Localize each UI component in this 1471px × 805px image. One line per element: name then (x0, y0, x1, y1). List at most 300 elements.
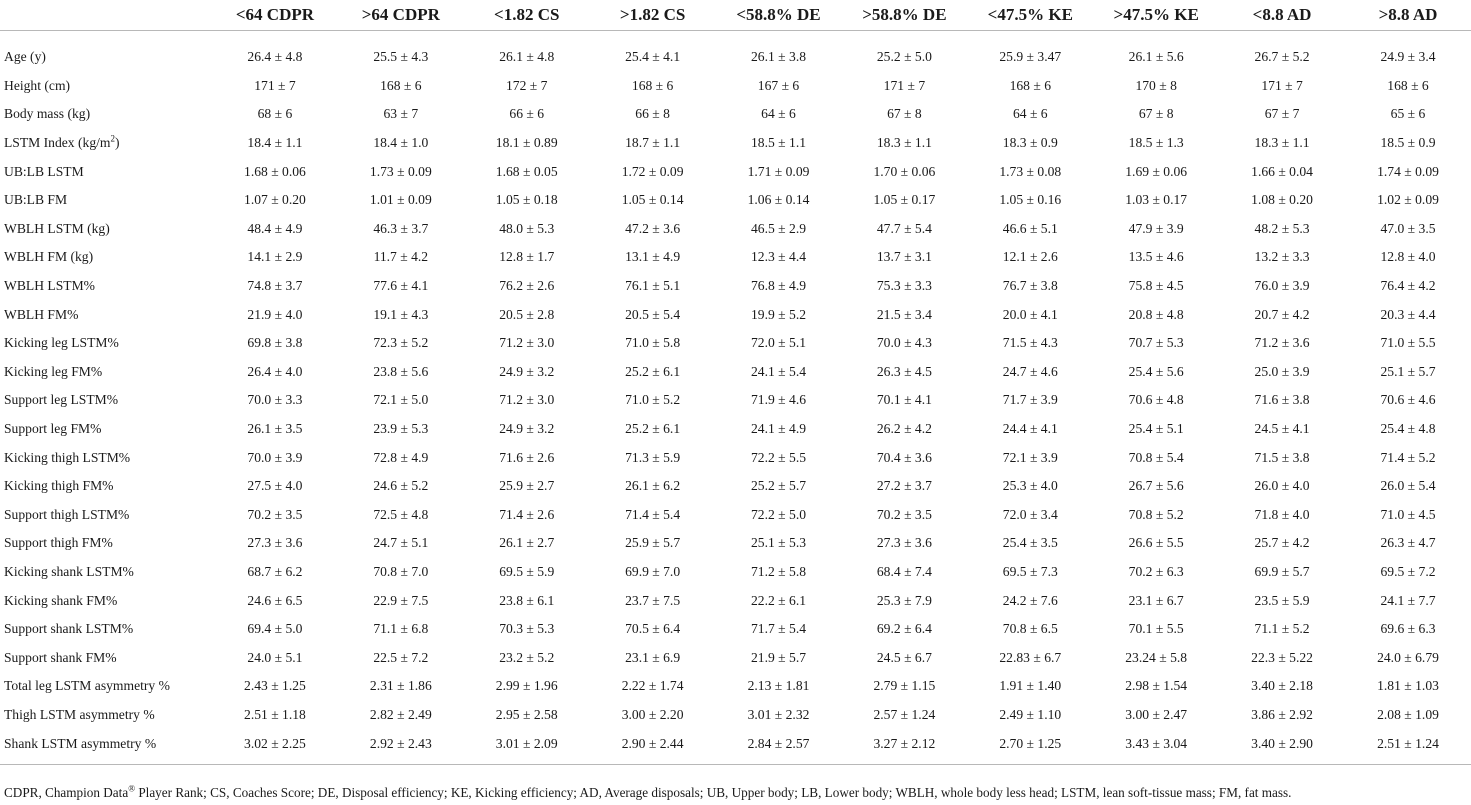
row-label-text: Support thigh FM% (4, 535, 113, 551)
table-cell: 12.1 ± 2.6 (1002, 249, 1058, 265)
row-label (0, 272, 212, 301)
table-cell: 1.06 ± 0.14 (747, 192, 810, 208)
row-label-text: Thigh LSTM asymmetry % (4, 706, 155, 722)
table-cell: 71.1 ± 5.2 (1254, 621, 1310, 637)
table-cell: 23.1 ± 6.9 (625, 649, 681, 665)
table-cell: 18.5 ± 1.3 (1128, 135, 1184, 151)
table-row (0, 643, 1471, 672)
table-cell: 71.1 ± 6.8 (373, 621, 429, 637)
table-cell: 23.9 ± 5.3 (373, 421, 429, 437)
table-cell: 67 ± 8 (887, 106, 922, 122)
table-cell: 170 ± 8 (1135, 77, 1177, 93)
table-cell: 1.70 ± 0.06 (873, 163, 936, 179)
table-cell: 69.5 ± 7.3 (1002, 563, 1058, 579)
table-cell: 25.7 ± 4.2 (1254, 535, 1310, 551)
table-cell: 168 ± 6 (1009, 77, 1052, 93)
row-label (0, 415, 212, 444)
table-cell: 72.0 ± 3.4 (1002, 506, 1058, 522)
table-cell: 70.4 ± 3.6 (876, 449, 932, 465)
table-cell: 47.0 ± 3.5 (1380, 220, 1436, 236)
table-cell: 26.7 ± 5.6 (1128, 478, 1184, 494)
row-label (0, 300, 212, 329)
table-row (0, 358, 1471, 387)
table-cell: 71.5 ± 4.3 (1002, 335, 1058, 351)
table-cell: 21.9 ± 5.7 (750, 649, 807, 665)
table-cell: 25.5 ± 4.3 (373, 49, 429, 65)
table-row (0, 100, 1471, 129)
table-cell: 26.0 ± 4.0 (1254, 478, 1310, 494)
row-label-text: Kicking leg FM% (4, 363, 103, 379)
table-cell: 24.9 ± 3.2 (499, 421, 555, 437)
table-cell: 75.3 ± 3.3 (876, 278, 932, 294)
table-cell: 18.3 ± 1.1 (1254, 135, 1310, 151)
table-cell: 25.0 ± 3.9 (1254, 363, 1310, 379)
row-label (0, 100, 212, 129)
table-cell: 76.0 ± 3.9 (1254, 278, 1310, 294)
table-cell: 71.2 ± 5.8 (750, 563, 807, 579)
table-cell: 2.08 ± 1.09 (1377, 706, 1439, 722)
row-label (0, 529, 212, 558)
header-cell: >47.5% KE (1093, 0, 1219, 31)
table-cell: 1.05 ± 0.18 (495, 192, 558, 208)
table-cell: 75.8 ± 4.5 (1128, 278, 1184, 294)
table-cell: 26.2 ± 4.2 (876, 421, 932, 437)
table-cell: 70.8 ± 6.5 (1002, 621, 1058, 637)
table-cell: 26.4 ± 4.8 (247, 49, 303, 65)
table-row (0, 329, 1471, 358)
row-label-superscript: 2 (110, 133, 115, 144)
table-cell: 66 ± 8 (635, 106, 670, 122)
header-cell: <8.8 AD (1219, 0, 1345, 31)
table-cell: 19.9 ± 5.2 (750, 306, 807, 322)
table-cell: 65 ± 6 (1390, 106, 1426, 122)
row-label (0, 472, 212, 501)
table-cell: 2.51 ± 1.18 (244, 706, 306, 722)
table-row (0, 41, 1471, 72)
row-label (0, 558, 212, 587)
table-cell: 69.5 ± 7.2 (1380, 563, 1436, 579)
table-cell: 25.3 ± 4.0 (1002, 478, 1058, 494)
row-label (0, 129, 212, 158)
table-cell: 70.2 ± 3.5 (876, 506, 932, 522)
row-label (0, 615, 212, 644)
table-cell: 12.8 ± 1.7 (499, 249, 555, 265)
table-row (0, 501, 1471, 530)
table-row (0, 472, 1471, 501)
table-cell: 2.79 ± 1.15 (873, 678, 936, 694)
table-row (0, 529, 1471, 558)
table-cell: 20.7 ± 4.2 (1254, 306, 1310, 322)
table-cell: 69.4 ± 5.0 (247, 621, 303, 637)
row-label (0, 157, 212, 186)
table-cell: 70.5 ± 6.4 (625, 621, 681, 637)
table-cell: 24.1 ± 7.7 (1380, 592, 1436, 608)
table-cell: 1.69 ± 0.06 (1125, 163, 1188, 179)
table-cell: 3.40 ± 2.18 (1251, 678, 1313, 694)
table-cell: 3.43 ± 3.04 (1125, 735, 1188, 751)
table-cell: 18.4 ± 1.1 (247, 135, 303, 151)
table-cell: 22.5 ± 7.2 (373, 649, 429, 665)
table-cell: 2.13 ± 1.81 (747, 678, 810, 694)
table-cell: 25.4 ± 4.1 (625, 49, 681, 65)
table-cell: 3.00 ± 2.47 (1125, 706, 1188, 722)
table-row (0, 386, 1471, 415)
table-cell: 2.95 ± 2.58 (495, 706, 558, 722)
row-label (0, 186, 212, 215)
table-cell: 1.72 ± 0.09 (621, 163, 684, 179)
table-cell: 23.8 ± 5.6 (373, 363, 429, 379)
table-cell: 26.1 ± 6.2 (625, 478, 681, 494)
table-cell: 24.4 ± 4.1 (1002, 421, 1058, 437)
table-cell: 3.40 ± 2.90 (1251, 735, 1313, 751)
table-cell: 1.05 ± 0.14 (621, 192, 684, 208)
table-cell: 70.3 ± 5.3 (499, 621, 555, 637)
table-cell: 68.7 ± 6.2 (247, 563, 303, 579)
row-label-text: Kicking thigh FM% (4, 478, 114, 494)
row-label (0, 72, 212, 101)
row-label-text: UB:LB FM (4, 192, 68, 208)
table-cell: 1.03 ± 0.17 (1125, 192, 1188, 208)
table-cell: 1.66 ± 0.04 (1251, 163, 1313, 179)
row-label (0, 329, 212, 358)
table-cell: 71.6 ± 3.8 (1254, 392, 1310, 408)
table-cell: 71.3 ± 5.9 (625, 449, 681, 465)
table-cell: 14.1 ± 2.9 (247, 249, 303, 265)
table-cell: 13.5 ± 4.6 (1128, 249, 1184, 265)
table-cell: 25.9 ± 2.7 (499, 478, 555, 494)
row-label (0, 643, 212, 672)
table-cell: 72.8 ± 4.9 (373, 449, 429, 465)
registered-mark: ® (128, 783, 136, 794)
table-cell: 71.0 ± 5.2 (625, 392, 681, 408)
table-cell: 167 ± 6 (757, 77, 800, 93)
header-cell: >8.8 AD (1345, 0, 1471, 31)
table-cell: 72.1 ± 5.0 (373, 392, 429, 408)
table-cell: 71.7 ± 5.4 (750, 621, 807, 637)
row-label-text: Kicking shank LSTM% (4, 563, 134, 579)
table-cell: 23.1 ± 6.7 (1128, 592, 1184, 608)
table-cell: 18.7 ± 1.1 (625, 135, 681, 151)
table-cell: 71.5 ± 3.8 (1254, 449, 1310, 465)
header-cell: <47.5% KE (967, 0, 1093, 31)
table-cell: 1.68 ± 0.06 (244, 163, 306, 179)
table-cell: 27.5 ± 4.0 (247, 478, 303, 494)
table-cell: 18.3 ± 0.9 (1002, 135, 1058, 151)
row-label-text: Kicking leg LSTM% (4, 335, 119, 351)
row-label-text: Kicking thigh LSTM% (4, 449, 131, 465)
table-cell: 71.4 ± 2.6 (499, 506, 555, 522)
table-cell: 48.2 ± 5.3 (1254, 220, 1310, 236)
row-label-text: Total leg LSTM asymmetry % (4, 678, 170, 694)
footnote-text-start: CDPR, Champion Data (4, 785, 129, 800)
table-cell: 24.1 ± 5.4 (750, 363, 807, 379)
table-cell: 26.1 ± 2.7 (499, 535, 555, 551)
header-cell: >1.82 CS (590, 0, 716, 31)
row-label-text: Support shank FM% (4, 649, 117, 665)
header-cell: <58.8% DE (716, 0, 842, 31)
table-cell: 72.3 ± 5.2 (373, 335, 429, 351)
row-label (0, 243, 212, 272)
row-label-text: Height (cm) (4, 77, 71, 93)
table-cell: 25.2 ± 6.1 (625, 363, 681, 379)
header-cell: >64 CDPR (338, 0, 464, 31)
row-label-suffix: ) (114, 135, 120, 151)
table-cell: 72.5 ± 4.8 (373, 506, 429, 522)
table-cell: 70.8 ± 7.0 (373, 563, 429, 579)
table-cell: 68.4 ± 7.4 (876, 563, 932, 579)
table-cell: 3.01 ± 2.32 (747, 706, 810, 722)
table-cell: 2.98 ± 1.54 (1125, 678, 1188, 694)
row-label (0, 358, 212, 387)
table-cell: 70.0 ± 4.3 (876, 335, 932, 351)
table-cell: 2.84 ± 2.57 (747, 735, 810, 751)
table-row (0, 186, 1471, 215)
table-cell: 76.8 ± 4.9 (750, 278, 807, 294)
table-cell: 22.2 ± 6.1 (750, 592, 807, 608)
row-label (0, 701, 212, 730)
table-cell: 2.70 ± 1.25 (999, 735, 1062, 751)
row-label (0, 41, 212, 72)
table-cell: 23.24 ± 5.8 (1125, 649, 1188, 665)
table-cell: 21.5 ± 3.4 (876, 306, 932, 322)
table-cell: 71.7 ± 3.9 (1002, 392, 1058, 408)
table-row (0, 129, 1471, 158)
table-row (0, 615, 1471, 644)
table-cell: 72.2 ± 5.5 (750, 449, 807, 465)
table-cell: 168 ± 6 (1387, 77, 1429, 93)
table-cell: 74.8 ± 3.7 (247, 278, 303, 294)
header-cell: <1.82 CS (464, 0, 590, 31)
table-cell: 24.2 ± 7.6 (1002, 592, 1058, 608)
table-cell: 70.0 ± 3.9 (247, 449, 303, 465)
table-cell: 3.86 ± 2.92 (1251, 706, 1313, 722)
table-cell: 171 ± 7 (1261, 77, 1303, 93)
table-cell: 76.1 ± 5.1 (625, 278, 681, 294)
table-cell: 2.99 ± 1.96 (495, 678, 558, 694)
row-label (0, 729, 212, 758)
table-cell: 19.1 ± 4.3 (373, 306, 429, 322)
table-cell: 2.31 ± 1.86 (369, 678, 432, 694)
table-cell: 24.9 ± 3.2 (499, 363, 555, 379)
table-cell: 1.05 ± 0.16 (999, 192, 1062, 208)
table-cell: 25.9 ± 5.7 (625, 535, 681, 551)
row-label-text: Support shank LSTM% (4, 621, 134, 637)
table-cell: 2.90 ± 2.44 (621, 735, 684, 751)
table-cell: 71.4 ± 5.4 (625, 506, 681, 522)
table-cell: 1.91 ± 1.40 (999, 678, 1062, 694)
table-cell: 2.57 ± 1.24 (873, 706, 936, 722)
table-cell: 47.9 ± 3.9 (1128, 220, 1184, 236)
table-cell: 70.0 ± 3.3 (247, 392, 303, 408)
table-cell: 69.2 ± 6.4 (876, 621, 932, 637)
table-cell: 3.27 ± 2.12 (873, 735, 936, 751)
table-cell: 25.2 ± 5.0 (876, 49, 932, 65)
table-cell: 3.01 ± 2.09 (495, 735, 558, 751)
row-label-text: Body mass (kg) (4, 106, 91, 122)
table-cell: 76.2 ± 2.6 (499, 278, 555, 294)
table-cell: 76.4 ± 4.2 (1380, 278, 1436, 294)
table-row (0, 672, 1471, 701)
table-row (0, 300, 1471, 329)
table-cell: 70.6 ± 4.6 (1380, 392, 1436, 408)
table-cell: 71.2 ± 3.0 (499, 392, 555, 408)
table-cell: 26.6 ± 5.5 (1128, 535, 1184, 551)
table-cell: 18.5 ± 1.1 (750, 135, 807, 151)
table-cell: 23.7 ± 7.5 (625, 592, 681, 608)
table-row (0, 558, 1471, 587)
table-cell: 1.07 ± 0.20 (244, 192, 306, 208)
table-cell: 2.49 ± 1.10 (999, 706, 1062, 722)
table-cell: 46.5 ± 2.9 (750, 220, 807, 236)
table-cell: 72.0 ± 5.1 (750, 335, 807, 351)
table-cell: 63 ± 7 (383, 106, 419, 122)
table-cell: 27.2 ± 3.7 (876, 478, 932, 494)
row-label-text: Kicking shank FM% (4, 592, 118, 608)
table-cell: 68 ± 6 (257, 106, 293, 122)
table-cell: 27.3 ± 3.6 (876, 535, 932, 551)
table-cell: 66 ± 6 (509, 106, 545, 122)
row-label (0, 501, 212, 530)
table-cell: 26.3 ± 4.7 (1380, 535, 1436, 551)
table-cell: 71.8 ± 4.0 (1254, 506, 1310, 522)
row-label-text: Support leg FM% (4, 421, 102, 437)
table-cell: 20.0 ± 4.1 (1002, 306, 1058, 322)
table-row (0, 586, 1471, 615)
table-cell: 70.2 ± 3.5 (247, 506, 303, 522)
table-cell: 26.1 ± 3.5 (247, 421, 303, 437)
table-cell: 26.1 ± 5.6 (1128, 49, 1184, 65)
table-cell: 64 ± 6 (1012, 106, 1048, 122)
table-cell: 13.7 ± 3.1 (876, 249, 932, 265)
table-cell: 20.8 ± 4.8 (1128, 306, 1184, 322)
table-cell: 25.3 ± 7.9 (876, 592, 932, 608)
table-row (0, 157, 1471, 186)
table-cell: 24.1 ± 4.9 (750, 421, 807, 437)
table-cell: 76.7 ± 3.8 (1002, 278, 1058, 294)
table-cell: 2.51 ± 1.24 (1377, 735, 1439, 751)
table-cell: 69.5 ± 5.9 (499, 563, 555, 579)
row-label-text: WBLH LSTM% (4, 278, 95, 294)
table-cell: 3.02 ± 2.25 (244, 735, 306, 751)
row-label-text: Support thigh LSTM% (4, 506, 130, 522)
table-cell: 70.1 ± 4.1 (876, 392, 932, 408)
table-cell: 24.6 ± 5.2 (373, 478, 429, 494)
table-row (0, 215, 1471, 244)
table-cell: 172 ± 7 (506, 77, 548, 93)
footnote-text-rest: Player Rank; CS, Coaches Score; DE, Disposal efficiency; KE, Kicking efficiency; AD, Average disposals; UB, Upper body; LB, Lower body; WBLH, whole body less head; LSTM, lean soft-tissue mass; FM, fat mass. (135, 785, 1292, 800)
table-cell: 24.0 ± 6.79 (1377, 649, 1439, 665)
table-cell: 46.6 ± 5.1 (1002, 220, 1058, 236)
row-label (0, 443, 212, 472)
table-cell: 23.2 ± 5.2 (499, 649, 555, 665)
table-cell: 12.8 ± 4.0 (1380, 249, 1436, 265)
table-cell: 13.1 ± 4.9 (625, 249, 681, 265)
table-row (0, 415, 1471, 444)
table-row (0, 701, 1471, 730)
table-body (0, 41, 1471, 758)
row-label (0, 672, 212, 701)
table-cell: 26.4 ± 4.0 (247, 363, 303, 379)
table-cell: 26.0 ± 5.4 (1380, 478, 1436, 494)
table-cell: 18.5 ± 0.9 (1380, 135, 1436, 151)
row-label-text: UB:LB LSTM (4, 163, 84, 179)
table-cell: 1.01 ± 0.09 (369, 192, 432, 208)
table-cell: 47.2 ± 3.6 (625, 220, 681, 236)
table-cell: 25.4 ± 5.6 (1128, 363, 1184, 379)
row-label-text: WBLH FM (kg) (4, 249, 94, 265)
table-row (0, 243, 1471, 272)
table-cell: 26.1 ± 4.8 (499, 49, 555, 65)
table-cell: 25.9 ± 3.47 (999, 49, 1062, 65)
table-cell: 1.73 ± 0.08 (999, 163, 1062, 179)
table-cell: 25.4 ± 4.8 (1380, 421, 1436, 437)
table-cell: 171 ± 7 (883, 77, 926, 93)
table-cell: 67 ± 8 (1138, 106, 1174, 122)
table-cell: 72.1 ± 3.9 (1002, 449, 1058, 465)
table-cell: 18.4 ± 1.0 (373, 135, 429, 151)
table-cell: 24.7 ± 4.6 (1002, 363, 1058, 379)
table-cell: 24.0 ± 5.1 (247, 649, 303, 665)
table-cell: 71.6 ± 2.6 (499, 449, 555, 465)
row-label-text: Shank LSTM asymmetry % (4, 735, 157, 751)
table-cell: 1.05 ± 0.17 (873, 192, 936, 208)
header-corner (0, 0, 212, 31)
table-cell: 48.0 ± 5.3 (499, 220, 555, 236)
table-cell: 25.4 ± 5.1 (1128, 421, 1184, 437)
table-cell: 47.7 ± 5.4 (876, 220, 932, 236)
table-cell: 171 ± 7 (254, 77, 296, 93)
table-cell: 26.3 ± 4.5 (876, 363, 932, 379)
table-cell: 2.92 ± 2.43 (369, 735, 432, 751)
table-cell: 168 ± 6 (631, 77, 674, 93)
table-cell: 1.73 ± 0.09 (369, 163, 432, 179)
table-cell: 3.00 ± 2.20 (621, 706, 684, 722)
table-cell: 24.9 ± 3.4 (1380, 49, 1436, 65)
table-cell: 69.9 ± 5.7 (1254, 563, 1310, 579)
table-cell: 25.1 ± 5.3 (750, 535, 807, 551)
table-cell: 168 ± 6 (380, 77, 422, 93)
table-footnote (4, 785, 1291, 801)
row-label-text: WBLH FM% (4, 306, 79, 322)
table-cell: 24.5 ± 4.1 (1254, 421, 1310, 437)
table-cell: 22.9 ± 7.5 (373, 592, 429, 608)
table-cell: 1.81 ± 1.03 (1377, 678, 1439, 694)
table-row (0, 729, 1471, 758)
table-cell: 69.8 ± 3.8 (247, 335, 303, 351)
table-bottom-rule (0, 764, 1471, 765)
table-cell: 24.7 ± 5.1 (373, 535, 429, 551)
table-cell: 72.2 ± 5.0 (750, 506, 807, 522)
table-cell: 22.83 ± 6.7 (999, 649, 1062, 665)
table-cell: 22.3 ± 5.22 (1251, 649, 1313, 665)
table-cell: 1.08 ± 0.20 (1251, 192, 1313, 208)
table-cell: 71.0 ± 5.8 (625, 335, 681, 351)
table-cell: 71.0 ± 4.5 (1380, 506, 1436, 522)
table-cell: 23.8 ± 6.1 (499, 592, 555, 608)
table-cell: 69.9 ± 7.0 (625, 563, 681, 579)
table-cell: 70.8 ± 5.4 (1128, 449, 1184, 465)
table-cell: 25.2 ± 6.1 (625, 421, 681, 437)
table-cell: 71.0 ± 5.5 (1380, 335, 1436, 351)
table-cell: 18.3 ± 1.1 (876, 135, 932, 151)
table-cell: 1.71 ± 0.09 (747, 163, 810, 179)
table-cell: 70.6 ± 4.8 (1128, 392, 1184, 408)
table-cell: 26.1 ± 3.8 (750, 49, 807, 65)
table-cell: 46.3 ± 3.7 (373, 220, 429, 236)
table-cell: 24.6 ± 6.5 (247, 592, 303, 608)
table-cell: 25.4 ± 3.5 (1002, 535, 1058, 551)
row-label (0, 386, 212, 415)
